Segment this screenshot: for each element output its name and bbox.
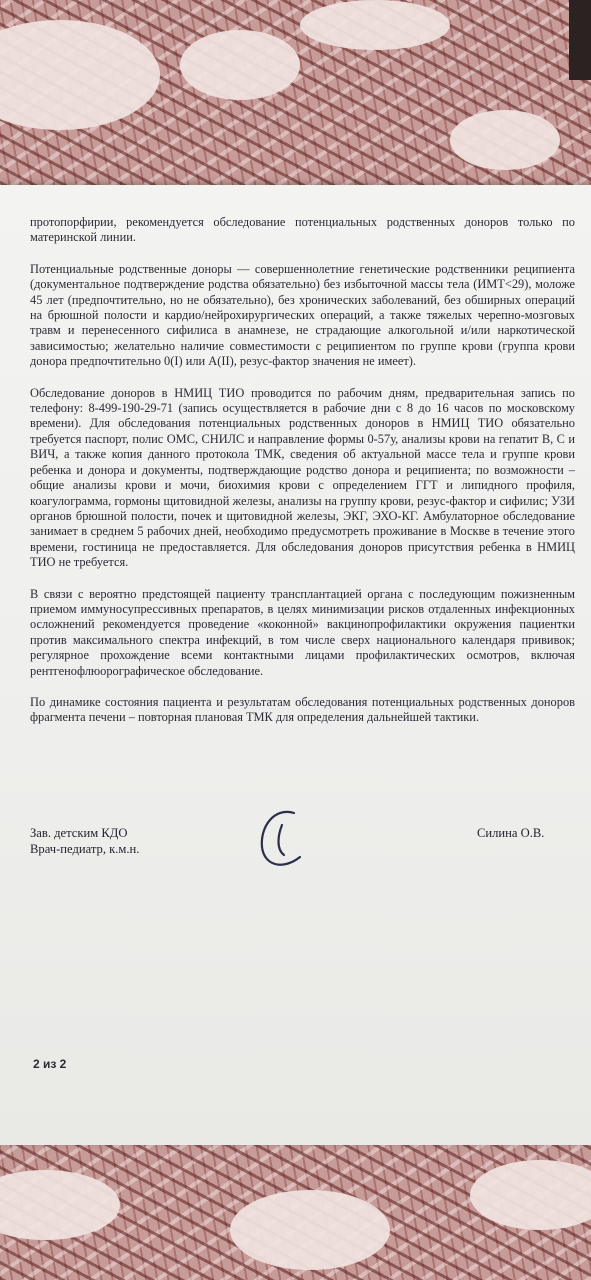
page-number: 2 из 2 <box>33 1057 67 1071</box>
document-body <box>30 215 575 742</box>
dark-corner <box>569 0 591 80</box>
paragraph: По динамике состояния пациента и результатам обследования потенциальных родственных доноров фрагмента печени – повторная плановая ТМК для определения дальнейшей тактики. <box>30 694 575 725</box>
fabric-flower-shape <box>470 1160 591 1230</box>
fabric-flower-shape <box>180 30 300 100</box>
fabric-background-bottom <box>0 1130 591 1280</box>
signature-block <box>30 825 570 905</box>
paragraph: Потенциальные родственные доноры — совершеннолетние генетические родственники реципиента (документальное подтверждение родства обязательно) без избыточной массы тела (ИМТ<29), моложе 45 лет (предпочтительно, но не обязательно), без хронических заболеваний, без обширных операций на брюшной полости и кардио/нейрохирургических операций, а также тяжелых черепно-мозговых травм и перенесенного сифилиса в анамнезе, не страдающие алкогольной и/или наркотической зависимостью; желательно наличие совместимости с реципиентом по группе крови (группа крови донора предпочтительно 0(I) или А(II), резус-фактор значения не имеет). <box>30 261 575 369</box>
signer-position-line2: Врач-педиатр, к.м.н. <box>30 842 140 856</box>
fabric-flower-shape <box>230 1190 390 1270</box>
fabric-background-top <box>0 0 591 200</box>
paragraph: Обследование доноров в НМИЦ ТИО проводится по рабочим дням, предварительная запись по телефону: 8-499-190-29-71 (запись осуществляется в рабочие дни с 8 до 16 часов по московскому времени). Для обследования потенциальных родственных доноров в НМИЦ ТИО обязательно требуется паспорт, полис ОМС, СНИЛС и направление формы 0-57у, анализы крови на гепатит В, С и ВИЧ, а также копия данного протокола ТМК, сведения об актуальной массе тела и группе крови ребенка и донора и документы, подтверждающие родство донора и реципиента; по возможности – общие анализы крови и мочи, биохимия крови с определением ГГТ и липидного профиля, коагулограмма, гормоны щитовидной железы, анализы на группу крови, резус-фактор и сифилис; УЗИ органов брюшной полости, почек и щитовидной железы, ЭКГ, ЭХО-КГ. Амбулаторное обследование занимает в среднем 5 рабочих дней, необходимо предусмотреть проживание в Москве в течение этого времени, гостиница не предоставляется. Для обследования доноров присутствия ребенка в НМИЦ ТИО не требуется. <box>30 385 575 570</box>
fabric-flower-shape <box>0 20 160 130</box>
paragraph: В связи с вероятно предстоящей пациенту трансплантацией органа с последующим пожизненным приемом иммуносупрессивных препаратов, в целях минимизации рисков отдаленных инфекционных осложнений рекомендуется проведение «коконной» вакцинопрофилактики окружения пациентки против максимального спектра инфекций, в том числе сверх национального календаря прививок; регулярное прохождение всеми контактными лицами профилактических осмотров, включая рентгенофлюорографическое обследование. <box>30 586 575 678</box>
document-page <box>0 185 591 1145</box>
paragraph: протопорфирии, рекомендуется обследование потенциальных родственных доноров только по материнской линии. <box>30 215 575 245</box>
signer-position <box>30 825 139 857</box>
handwritten-signature <box>254 805 314 875</box>
fabric-flower-shape <box>450 110 560 170</box>
signer-position-line1: Зав. детским КДО <box>30 826 128 840</box>
fabric-flower-shape <box>300 0 450 50</box>
signer-name: Силина О.В. <box>477 826 545 840</box>
fabric-flower-shape <box>0 1170 120 1240</box>
